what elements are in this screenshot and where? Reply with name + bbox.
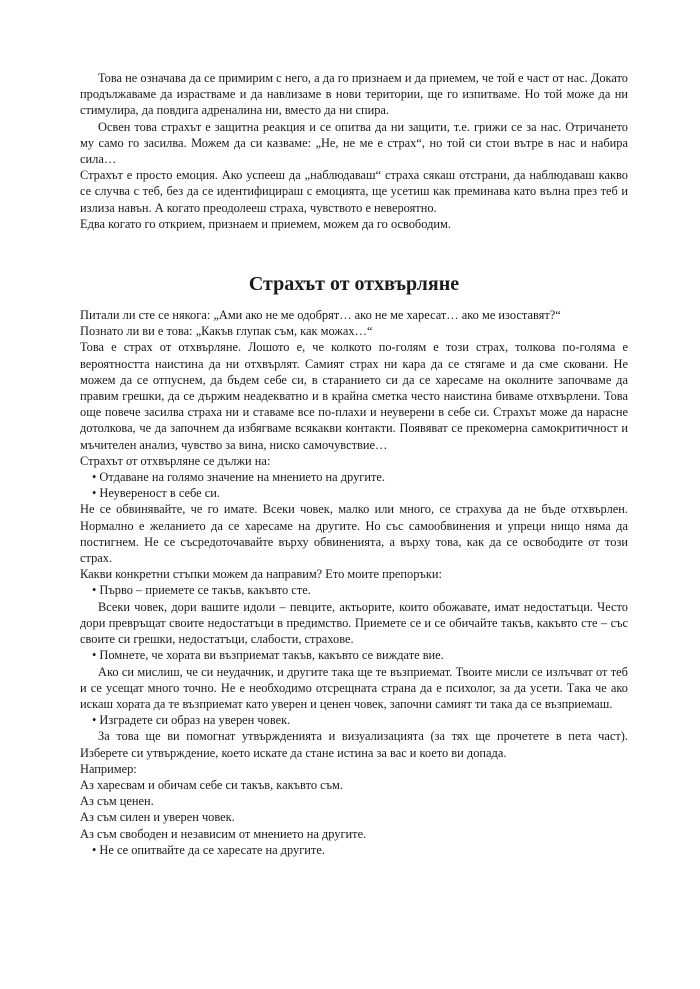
document-page (80, 70, 628, 858)
paragraph: Страхът от отхвърляне се дължи на: (80, 453, 271, 468)
list-item: • Не се опитвайте да се харесате на другите. (92, 842, 325, 857)
paragraph: Това е страх от отхвърляне. Лошото е, че колкото по-голям е този страх, толкова по-голяма е вероятността наистина да ни отхвърлят. Самият страх ни кара да се стягаме и да сме сковани. Не можем да се отпуснем, да бъдем себе си, в старанието си да се харесаме на околните започваме да правим грешки, да се държим неадекватно и в крайна сметка често наистина биваме отхвърлени. Това още повече засилва страха ни и ставаме все по-плахи и неуверени в себе си. Страхът може да нарасне дотолкова, че да започнем да избягваме всякакви контакти. Появяват се прекомерна самокритичност и мъчителен анализ, чувство за вина, ниско самочувствие… (80, 340, 628, 452)
affirmation: Аз съм свободен и независим от мнението на другите. (80, 826, 367, 841)
paragraph: Не се обвинявайте, че го имате. Всеки човек, малко или много, се страхува да не бъде отхвърлен. Нормално е желанието да се харесаме на другите. Но със самообвинения и упреци нищо няма да постигнем. Не се съсредоточавайте върху обвиненията, а върху това, как да се освободите от този страх. (80, 502, 628, 566)
paragraph: Страхът е просто емоция. Ако успееш да „наблюдаваш“ страха сякаш отстрани, да наблюдаваш какво се случва с теб, без да се идентифицираш с емоцията, ще усетиш как преминава като вълна през теб и излиза навън. А когато преодолееш страха, чувството е невероятно. (80, 168, 628, 215)
list-item: • Първо – приемете се такъв, какъвто сте. (92, 583, 311, 598)
affirmation: Аз харесвам и обичам себе си такъв, какъвто съм. (80, 777, 343, 792)
paragraph: Какви конкретни стъпки можем да направим? Ето моите препоръки: (80, 567, 442, 582)
paragraph: Освен това страхът е защитна реакция и се опитва да ни защити, т.е. грижи се за нас. Отричането му само го засилва. Можем да си казваме: „Не, не ме е страх“, но той си стои вътре в нас и набира сила… (80, 119, 628, 167)
paragraph: Познато ли ви е това: „Какъв глупак съм, как можах…“ (80, 324, 373, 339)
affirmation: Аз съм ценен. (80, 794, 154, 809)
paragraph: Едва когато го открием, признаем и приемем, можем да го освободим. (80, 216, 451, 231)
paragraph: Това не означава да се примирим с него, а да го признаем и да приемем, че той е част от нас. Докато продължаваме да израстваме и да навлизаме в нови територии, ще го изпитваме. Но той може да ни стимулира, да повдига адреналина ни, вместо да ни спира. (80, 71, 628, 118)
section-title: Страхът от отхвърляне (248, 273, 460, 296)
paragraph: Всеки човек, дори вашите идоли – певците, актьорите, които обожавате, имат недостатъци. Често дори превръщат своите недостатъци в предимство. Приемете се и се обичайте такъв, какъвто сте – със своите си грешки, недостатъци, слабости, страхове. (80, 599, 628, 647)
paragraph: Ако си мислиш, че си неудачник, и другите така ще те възприемат. Твоите мисли се излъчват от теб и се усещат много точно. Не е необходимо отсрещната страна да е психолог, за да усети. Така че ако искаш хората да те възприемат като уверен и ценен човек, започни самият ти така да се възприемаш. (80, 664, 628, 711)
list-item: • Неувереност в себе си. (92, 486, 220, 501)
paragraph: Например: (80, 761, 137, 776)
list-item: • Помнете, че хората ви възприемат такъв, какъвто се виждате вие. (92, 648, 444, 663)
affirmation: Аз съм силен и уверен човек. (80, 810, 235, 825)
paragraph: За това ще ви помогнат утвържденията и визуализацията (за тях ще прочетете в пета част). Изберете си утвърждение, което искате да стане истина за вас и което ви допада. (80, 729, 628, 760)
list-item: • Изградете си образ на уверен човек. (92, 713, 291, 728)
list-item: • Отдаване на голямо значение на мнението на другите. (92, 470, 386, 485)
paragraph: Питали ли сте се някога: „Ами ако не ме одобрят… ако не ме харесат… ако ме изоставят?“ (80, 308, 561, 323)
